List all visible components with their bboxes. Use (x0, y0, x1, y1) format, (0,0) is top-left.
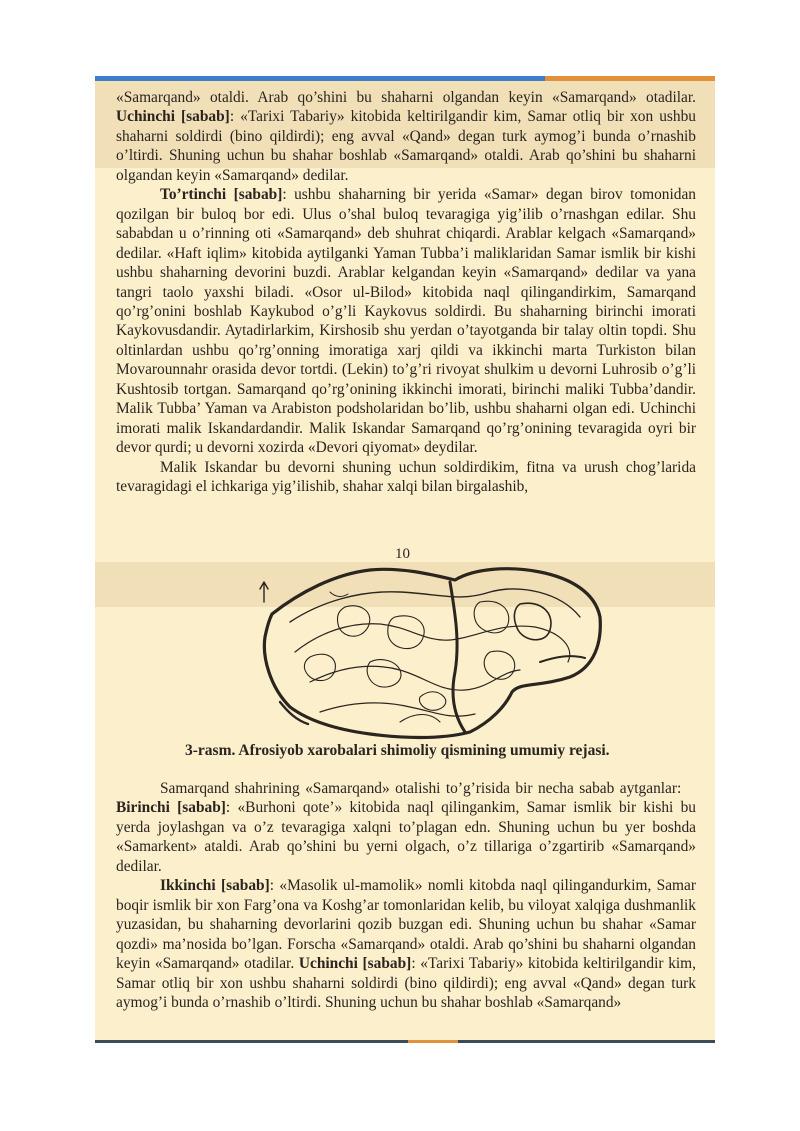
label-tortinchi: To’rtinchi [sabab] (160, 186, 283, 204)
upper-paragraph-3: Malik Iskandar bu devorni shuning uchun soldirdikim, fitna va urush chog’larida tevaragidagi el ichkariga yig’ilishib, shahar xalqi bilan birgalashib, (116, 458, 696, 496)
label-ikkinchi: Ikkinchi [sabab] (160, 877, 270, 895)
upper-text-block (116, 88, 696, 497)
bottom-rule (95, 1040, 715, 1043)
lower-text-block (116, 779, 696, 1012)
lower-paragraph-1: Samarqand shahrining «Samarqand» otalishi to’g’risida bir necha sabab aytganlar: Birinchi [sabab]: «Burhoni qote’» kitobida naql qilingankim, Samar ismlik bir kishi bu yerda joylashgan va o’z tevaragiga xalqni to’plagan edn. Shuning uchun bu yer boshda «Samarkent» ataldi. Arab qo’shini bu yerni olgach, o’z tillariga o’zgartirib «Samarqand» dedilar. (116, 780, 696, 875)
top-rule-accent (545, 76, 715, 81)
site-plan-figure (250, 562, 610, 742)
bottom-rule-accent (408, 1040, 458, 1043)
lower-paragraph-2: Ikkinchi [sabab]: «Masolik ul-mamolik» nomli kitobda naql qilingandurkim, Samar boqir ismlik bir xon Farg’ona va Koshg’ar tomonlaridan kelib, bu viloyat xalqiga dushmanlik yuzasidan, bu shaharning devorlarini qozib buzgan edi. Shuning uchun bu shahar «Samar qozdi» ma’nosida bo’lgan. Forscha «Samarqand» otaldi. Arab qo’shini bu shaharni olgandan keyin «Samarqand» otadilar. Uchinchi [sabab]: «Tarixi Tabariy» kitobida keltirilgandir kim, Samar otliq bir xon ushbu shaharni soldirdi (bino qildirdi); eng avval «Qand» degan turk aymog’i bunda o’rnashib o’ltirdi. Shuning uchun bu shahar boshlab «Samarqand» (116, 877, 696, 1011)
label-birinchi: Birinchi [sabab] (116, 799, 226, 817)
upper-paragraph-2: To’rtinchi [sabab]: ushbu shaharning bir yerida «Samar» degan birov tomonidan qozilgan bir buloq bor edi. Ulus o’shal buloq tevaragiga yig’ilib o’rnashgan edilar. Shu sababdan u o’rinning oti «Samarqand» deb shuhrat chiqardi. Arablar kelgach «Samarqand» dedilar. «Haft iqlim» kitobida aytilganki Yaman Tubba’i maliklaridan Samar ismlik bir kishi ushbu shaharning devorini buzdi. Arablar kelgandan keyin «Samarqand» dedilar va yana tangri taolo yaxshi biladi. «Osor ul-Bilod» kitobida naql qilingandirkim, Samarqand qo’rg’onini boshlab Kaykubod o’g’li Kaykovus soldirdi. Bu shaharning birinchi imorati Kaykovusdandir. Aytadirlarkim, Kirshosib shu yerdan o’tayotganda bir talay oltin topdi. Shu oltinlardan ushbu qo’rg’onning imoratiga xarj qildi va ikkinchi marta Turkiston bilan Movarounnahr orasida devor tortdi. (Lekin) to’g’ri rivoyat shulkim u devorni Luhrosib o’g’li Kushtosib tortgan. Samarqand qo’rg’onining ikkinchi imorati, birinchi maliki Tubba’dandir. Malik Tubba’ Yaman va Arabiston podsholaridan bo’lib, ushbu shaharni olgan edi. Uchinchi imorati malik Iskandardandir. Malik Iskandar Samarqand qo’rg’onining tevaragida oyri bir devor qurdi; u devorni xozirda «Devori qiyomat» deydilar. (116, 186, 697, 457)
upper-paragraph-1: «Samarqand» otaldi. Arab qo’shini bu shaharni olgandan keyin «Samarqand» otadilar. Uchinchi [sabab]: «Tarixi Tabariy» kitobida keltirilgandir kim, Samar otliq bir xon ushbu shaharni soldirdi (bino qildirdi); eng avval «Qand» degan turk aymog’i bunda o’rnashib o’ltirdi. Shuning uchun bu shahar boshlab «Samarqand» otaldi. Arab qo’shini bu shaharni olgandan keyin «Samarqand» dedilar. (116, 89, 697, 184)
figure-caption: 3-rasm. Afrosiyob xarobalari shimoliy qismining umumiy rejasi. (185, 742, 610, 759)
page-number: 10 (395, 546, 410, 562)
label-uchinchi-lower: Uchinchi [sabab] (298, 955, 412, 973)
label-uchinchi: Uchinchi [sabab] (116, 108, 230, 126)
